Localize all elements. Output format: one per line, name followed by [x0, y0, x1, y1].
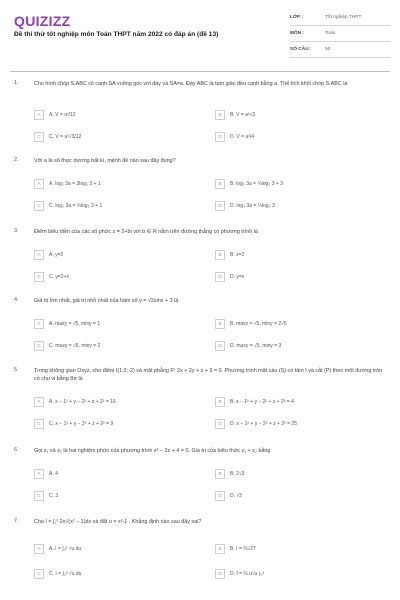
option-letter: C: [34, 569, 44, 579]
option-c[interactable]: [34, 271, 206, 282]
option-b[interactable]: [215, 396, 387, 407]
option-d[interactable]: [215, 200, 387, 211]
question-2: [14, 157, 390, 217]
option-text: A. maxy = √5, miny = 1: [49, 320, 101, 327]
option-letter: A: [34, 250, 44, 260]
option-a[interactable]: [34, 249, 206, 260]
option-c[interactable]: [34, 200, 206, 211]
option-text: B. x − 1² + y − 2² + z + 2² = 4: [230, 398, 294, 405]
question-text: Cho I = ∫₁² 2x√(x² − 1)dx và đặt u = x²-1 . Khẳng định nào sau đây sai?: [34, 519, 202, 525]
option-a[interactable]: [34, 178, 206, 189]
option-text: D. x − 1² + y − 2² + z + 2² = 25: [230, 420, 297, 427]
option-text: C. log₃ 3a = ⅓log₃ 3 + 1: [49, 202, 103, 209]
question-number: 5.: [14, 367, 19, 373]
option-text: D. maxy = √5, miny = 3: [230, 342, 282, 349]
question-7: [14, 518, 390, 588]
option-c[interactable]: [34, 568, 206, 579]
question-text: Cho hình chóp S.ABC có cạnh SA vuông góc với đáy và SA=a. Đáy ABC là tam giác đều cạnh bằng a. Thể tích khối chóp S.ABC là: [34, 81, 348, 87]
option-letter: D: [215, 132, 225, 142]
option-c[interactable]: [34, 131, 206, 142]
meta-value: Toán: [325, 31, 336, 36]
question-number: 6.: [14, 447, 19, 453]
option-c[interactable]: [34, 340, 206, 351]
option-d[interactable]: [215, 418, 387, 429]
header-divider: [10, 71, 390, 72]
option-text: A. x − 1² + y − 2² + z + 2² = 16: [49, 398, 116, 405]
meta-row-class: [290, 10, 390, 26]
option-letter: B: [215, 319, 225, 329]
option-letter: D: [215, 201, 225, 211]
option-text: A. I = ∫₀³ √u du: [49, 545, 82, 552]
option-text: B. V = a³√3: [230, 111, 256, 118]
option-letter: D: [215, 569, 225, 579]
option-letter: D: [215, 491, 225, 501]
meta-row-count: [290, 42, 390, 58]
option-text: B. log₃ 3a = ⅓log₃ 3 + 3: [230, 180, 283, 187]
meta-row-subject: [290, 26, 390, 42]
option-letter: C: [34, 201, 44, 211]
option-text: B. 2√3: [230, 470, 245, 477]
option-text: A. y=2: [49, 251, 64, 258]
option-letter: C: [34, 341, 44, 351]
option-letter: A: [34, 469, 44, 479]
option-letter: A: [34, 110, 44, 120]
question-number: 7.: [14, 518, 19, 524]
option-letter: A: [34, 397, 44, 407]
question-4: [14, 297, 390, 357]
question-3: [14, 228, 390, 288]
option-letter: B: [215, 250, 225, 260]
question-1: [14, 80, 390, 150]
option-letter: D: [215, 419, 225, 429]
question-text: Với a là số thực dương bất kì, mệnh đề nào sau đây đúng?: [34, 158, 176, 164]
option-a[interactable]: [34, 543, 206, 554]
option-b[interactable]: [215, 109, 387, 120]
option-b[interactable]: [215, 318, 387, 329]
question-text: Trong không gian Oxyz, cho điểm I(1;2;-2) và mặt phẳng P: 2x + 2y + z + 5 = 0. Phương trình mặt cầu (S) có tâm I và cắt (P) theo một đường tròn có chu vi bằng 8π là: [34, 368, 383, 382]
option-text: D. √3: [230, 492, 242, 499]
option-letter: B: [215, 179, 225, 189]
option-text: D. I = ⅔ u√u |₀³: [230, 570, 264, 577]
question-number: 3.: [14, 228, 19, 234]
question-number: 4.: [14, 297, 19, 303]
option-text: C. maxy = √5, miny = 2: [49, 342, 101, 349]
option-text: C. x − 1² + y − 2² + z + 2² = 9: [49, 420, 114, 427]
question-5: [14, 367, 390, 437]
option-text: C. I = ∫₀³ √u du: [49, 570, 82, 577]
option-text: B. I = ⅔√27: [230, 545, 256, 552]
option-c[interactable]: [34, 418, 206, 429]
option-letter: D: [215, 272, 225, 282]
meta-table: [290, 10, 390, 58]
option-text: A. log₃ 3a = 3log₃ 3 + 1: [49, 180, 101, 187]
option-b[interactable]: [215, 249, 387, 260]
question-number: 2.: [14, 157, 19, 163]
question-text: Điểm biểu diễn của các số phức z = 2+bi với b ∈ R nằm trên đường thẳng có phương trình là: [34, 229, 258, 235]
meta-value: 50: [325, 47, 331, 52]
option-b[interactable]: [215, 178, 387, 189]
option-letter: B: [215, 544, 225, 554]
option-letter: B: [215, 397, 225, 407]
option-d[interactable]: [215, 340, 387, 351]
option-text: C. 3: [49, 492, 59, 499]
option-text: D. V = a³/4: [230, 133, 255, 140]
option-d[interactable]: [215, 490, 387, 501]
option-text: D. log₃ 3a = ⅓log₃ 3: [230, 202, 275, 209]
meta-value: Tốt nghiệp THPT: [325, 15, 362, 20]
option-text: D. y=x: [230, 273, 245, 280]
option-c[interactable]: [34, 490, 206, 501]
option-text: C. y=2+x: [49, 273, 70, 280]
option-letter: B: [215, 110, 225, 120]
option-letter: A: [34, 544, 44, 554]
option-letter: B: [215, 469, 225, 479]
option-letter: C: [34, 272, 44, 282]
meta-label: LỚP :: [290, 15, 304, 20]
question-number: 1.: [14, 80, 19, 86]
option-text: C. V = a³√3/12: [49, 133, 82, 140]
meta-label: SỐ CÂU :: [290, 47, 312, 52]
option-letter: C: [34, 491, 44, 501]
meta-label: MÔN :: [290, 31, 305, 36]
option-text: A. V = a³/12: [49, 111, 76, 118]
question-text: Giá trị lớn nhất, giá trị nhỏ nhất của hàm số y = √2sinx + 3 là: [34, 298, 179, 304]
option-letter: A: [34, 319, 44, 329]
page-title: Đề thi thử tốt nghiệp môn Toán THPT năm 2022 có đáp án (đề 13): [14, 31, 219, 38]
option-letter: D: [215, 341, 225, 351]
question-text: Gọi z₁ và z₂ là hai nghiệm phức của phương trình z² − 2z + 4 = 0. Giá trị của biểu thức z₁ + z₂ bằng: [34, 448, 271, 454]
option-a[interactable]: [34, 468, 206, 479]
option-letter: C: [34, 419, 44, 429]
option-b[interactable]: [215, 468, 387, 479]
question-6: [14, 447, 390, 507]
option-b[interactable]: [215, 543, 387, 554]
quizizz-logo: QUIZIZZ: [14, 13, 71, 29]
option-d[interactable]: [215, 131, 387, 142]
option-letter: C: [34, 132, 44, 142]
option-a[interactable]: [34, 318, 206, 329]
option-d[interactable]: [215, 271, 387, 282]
option-text: B. maxy = √5, miny = 2√5: [230, 320, 287, 327]
option-a[interactable]: [34, 396, 206, 407]
option-text: A. 4: [49, 470, 58, 477]
option-d[interactable]: [215, 568, 387, 579]
option-letter: A: [34, 179, 44, 189]
option-text: B. x=2: [230, 251, 245, 258]
option-a[interactable]: [34, 109, 206, 120]
